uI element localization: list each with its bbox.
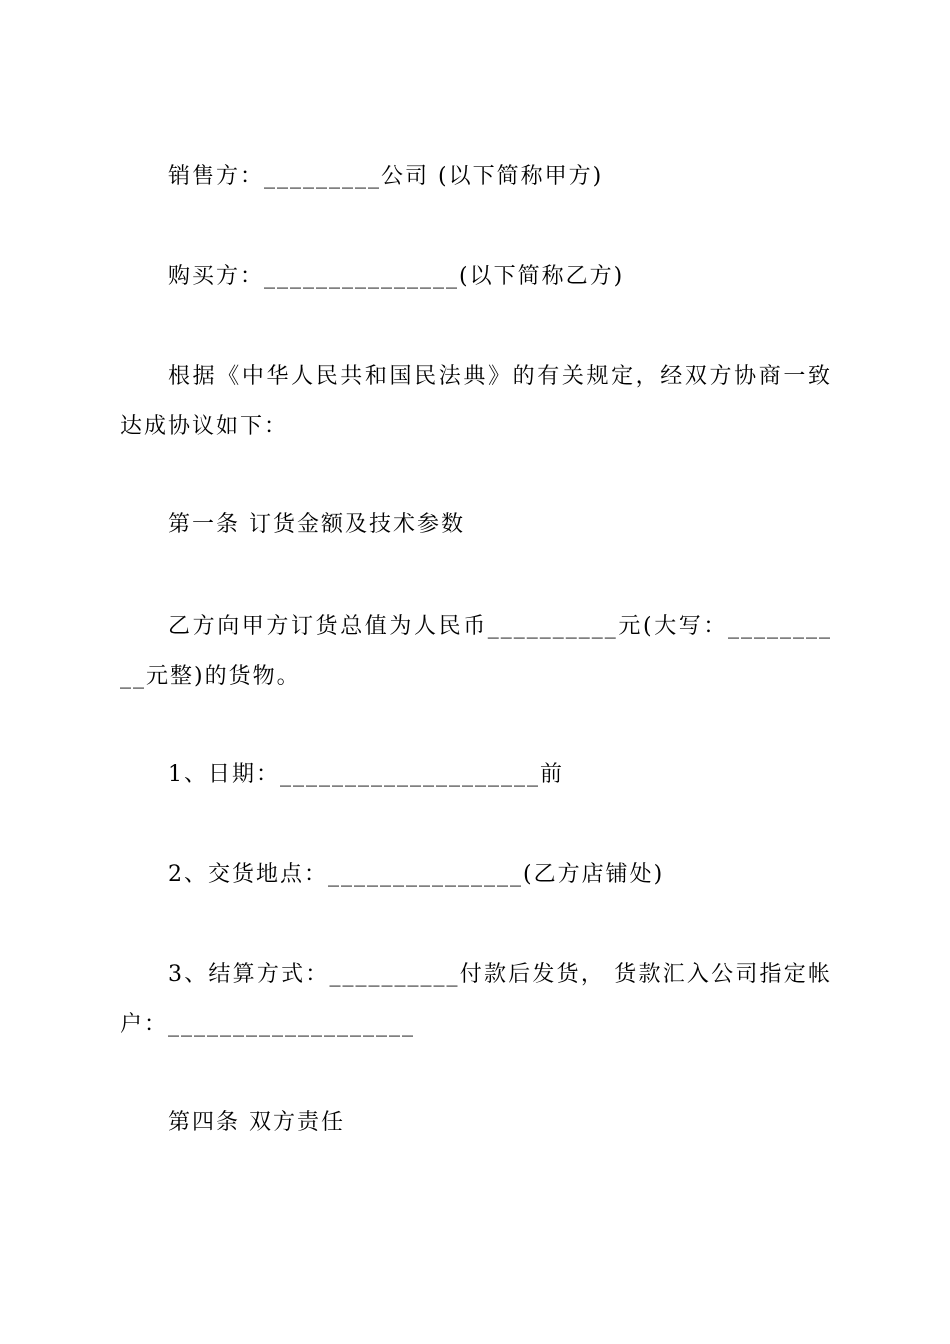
seller-line: 销售方：_________公司 (以下简称甲方) (168, 164, 604, 189)
settlement-paragraph: 3、结算方式：__________付款后发货， 货款汇入公司指定帐户：___________________ (120, 962, 832, 1037)
order-value-paragraph: 乙方向甲方订货总值为人民币__________元(大写：__________元整)的货物。 (120, 614, 832, 689)
date-line: 1、日期：____________________前 (168, 762, 564, 787)
buyer-line: 购买方：_______________(以下简称乙方) (168, 264, 625, 289)
article-one-heading: 第一条 订货金额及技术参数 (168, 512, 465, 537)
delivery-location-line: 2、交货地点：_______________(乙方店铺处) (168, 862, 665, 887)
article-four-heading: 第四条 双方责任 (168, 1110, 345, 1135)
preamble-paragraph: 根据《中华人民共和国民法典》的有关规定，经双方协商一致达成协议如下： (120, 364, 832, 439)
